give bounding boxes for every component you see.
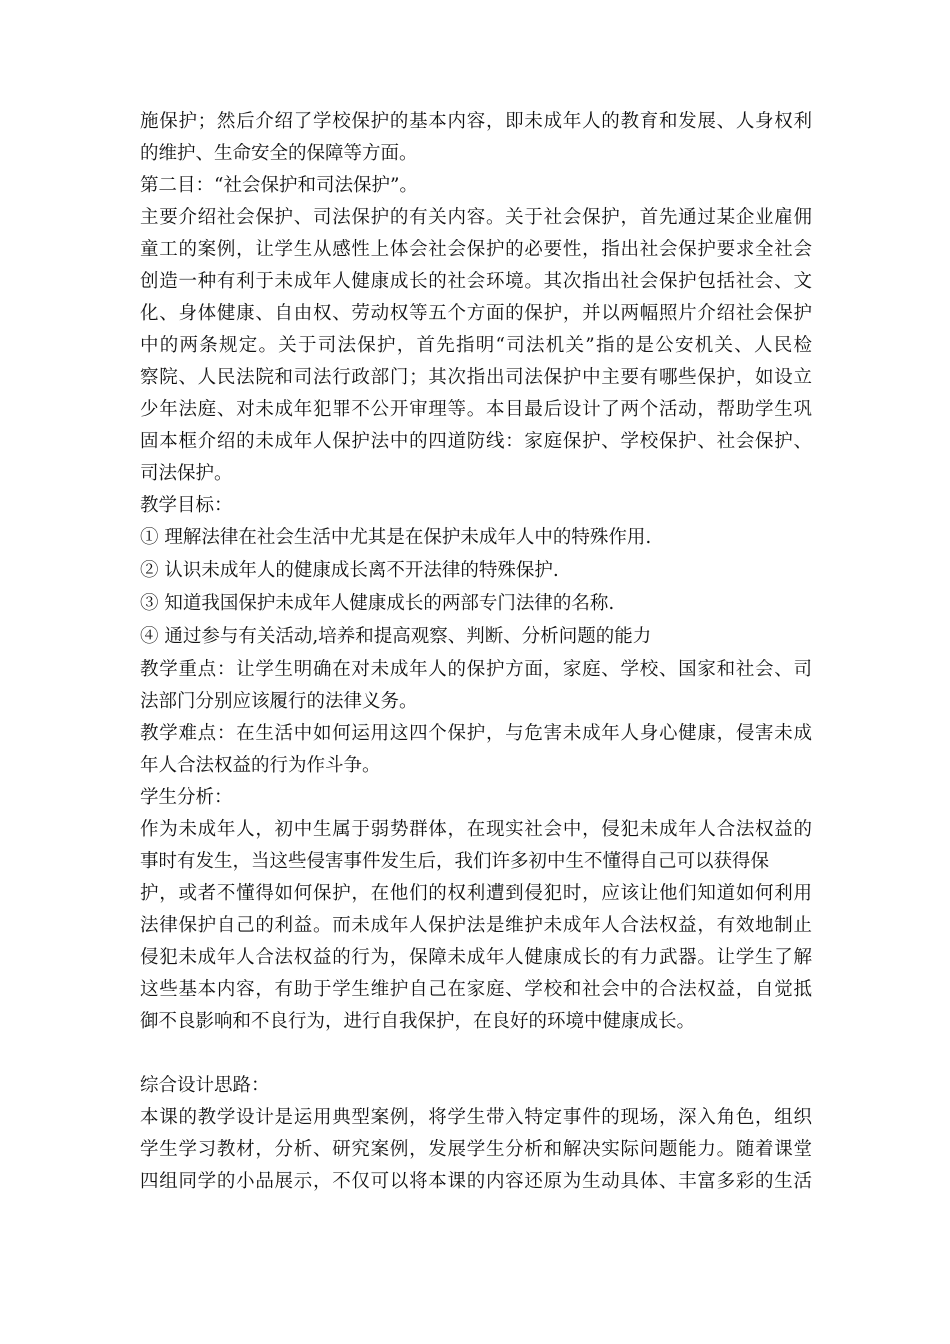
section-heading: 学生分析：	[140, 787, 233, 808]
text-line: 这些基本内容，有助于学生维护自己在家庭、学校和社会中的合法权益，自觉抵	[140, 979, 812, 1000]
text-line: 法部门分别应该履行的法律义务。	[140, 691, 418, 712]
text-line: 固本框介绍的未成年人保护法中的四道防线：家庭保护、学校保护、社会保护、	[140, 431, 812, 452]
goal-item: ② 认识未成年人的健康成长离不开法律的特殊保护.	[140, 560, 559, 581]
text-line: 年人合法权益的行为作斗争。	[140, 755, 381, 776]
text-line: 学生学习教材，分析、研究案例，发展学生分析和解决实际问题能力。随着课堂	[140, 1139, 812, 1160]
text-line: 司法保护。	[140, 463, 233, 484]
text-line: 察院、人民法院和司法行政部门；其次指出司法保护中主要有哪些保护，如设立	[140, 367, 812, 388]
text-line: 创造一种有利于未成年人健康成长的社会环境。其次指出社会保护包括社会、文	[140, 271, 812, 292]
text-line: 施保护；然后介绍了学校保护的基本内容，即未成年人的教育和发展、人身权利	[140, 111, 812, 132]
section-heading: 第二目：“社会保护和司法保护”。	[140, 175, 418, 196]
text-line: 护，或者不懂得如何保护，在他们的权利遭到侵犯时，应该让他们知道如何利用	[140, 883, 812, 904]
text-line: 童工的案例，让学生从感性上体会社会保护的必要性，指出社会保护要求全社会	[140, 239, 812, 260]
text-line: 化、身体健康、自由权、劳动权等五个方面的保护，并以两幅照片介绍社会保护	[140, 303, 812, 324]
text-line: 侵犯未成年人合法权益的行为，保障未成年人健康成长的有力武器。让学生了解	[140, 947, 812, 968]
text-line: 教学难点：在生活中如何运用这四个保护，与危害未成年人身心健康，侵害未成	[140, 723, 812, 744]
text-line: 少年法庭、对未成年犯罪不公开审理等。本目最后设计了两个活动，帮助学生巩	[140, 399, 812, 420]
text-line: 中的两条规定。关于司法保护，首先指明“司法机关”指的是公安机关、人民检	[140, 335, 812, 356]
text-line: 的维护、生命安全的保障等方面。	[140, 143, 418, 164]
goal-item: ③ 知道我国保护未成年人健康成长的两部专门法律的名称.	[140, 593, 615, 614]
text-line: 本课的教学设计是运用典型案例，将学生带入特定事件的现场，深入角色，组织	[140, 1107, 812, 1128]
text-line: 作为未成年人，初中生属于弱势群体，在现实社会中，侵犯未成年人合法权益的	[140, 819, 812, 840]
text-line: 主要介绍社会保护、司法保护的有关内容。关于社会保护，首先通过某企业雇佣	[140, 207, 812, 228]
blank-line	[140, 1038, 812, 1070]
text-line: 御不良影响和不良行为，进行自我保护，在良好的环境中健康成长。	[140, 1011, 696, 1032]
section-heading: 教学目标：	[140, 495, 233, 516]
text-line: 四组同学的小品展示，不仅可以将本课的内容还原为生动具体、丰富多彩的生活	[140, 1171, 812, 1192]
goal-item: ④ 通过参与有关活动,培养和提高观察、判断、分析问题的能力	[140, 626, 652, 647]
section-heading: 综合设计思路：	[140, 1075, 270, 1096]
text-line: 法律保护自己的利益。而未成年人保护法是维护未成年人合法权益，有效地制止	[140, 915, 812, 936]
document-page	[140, 106, 812, 1198]
text-line: 教学重点：让学生明确在对未成年人的保护方面，家庭、学校、国家和社会、司	[140, 659, 812, 680]
text-line: 事时有发生，当这些侵害事件发生后，我们许多初中生不懂得自己可以获得保	[140, 851, 770, 872]
goal-item: ① 理解法律在社会生活中尤其是在保护未成年人中的特殊作用.	[140, 527, 652, 548]
